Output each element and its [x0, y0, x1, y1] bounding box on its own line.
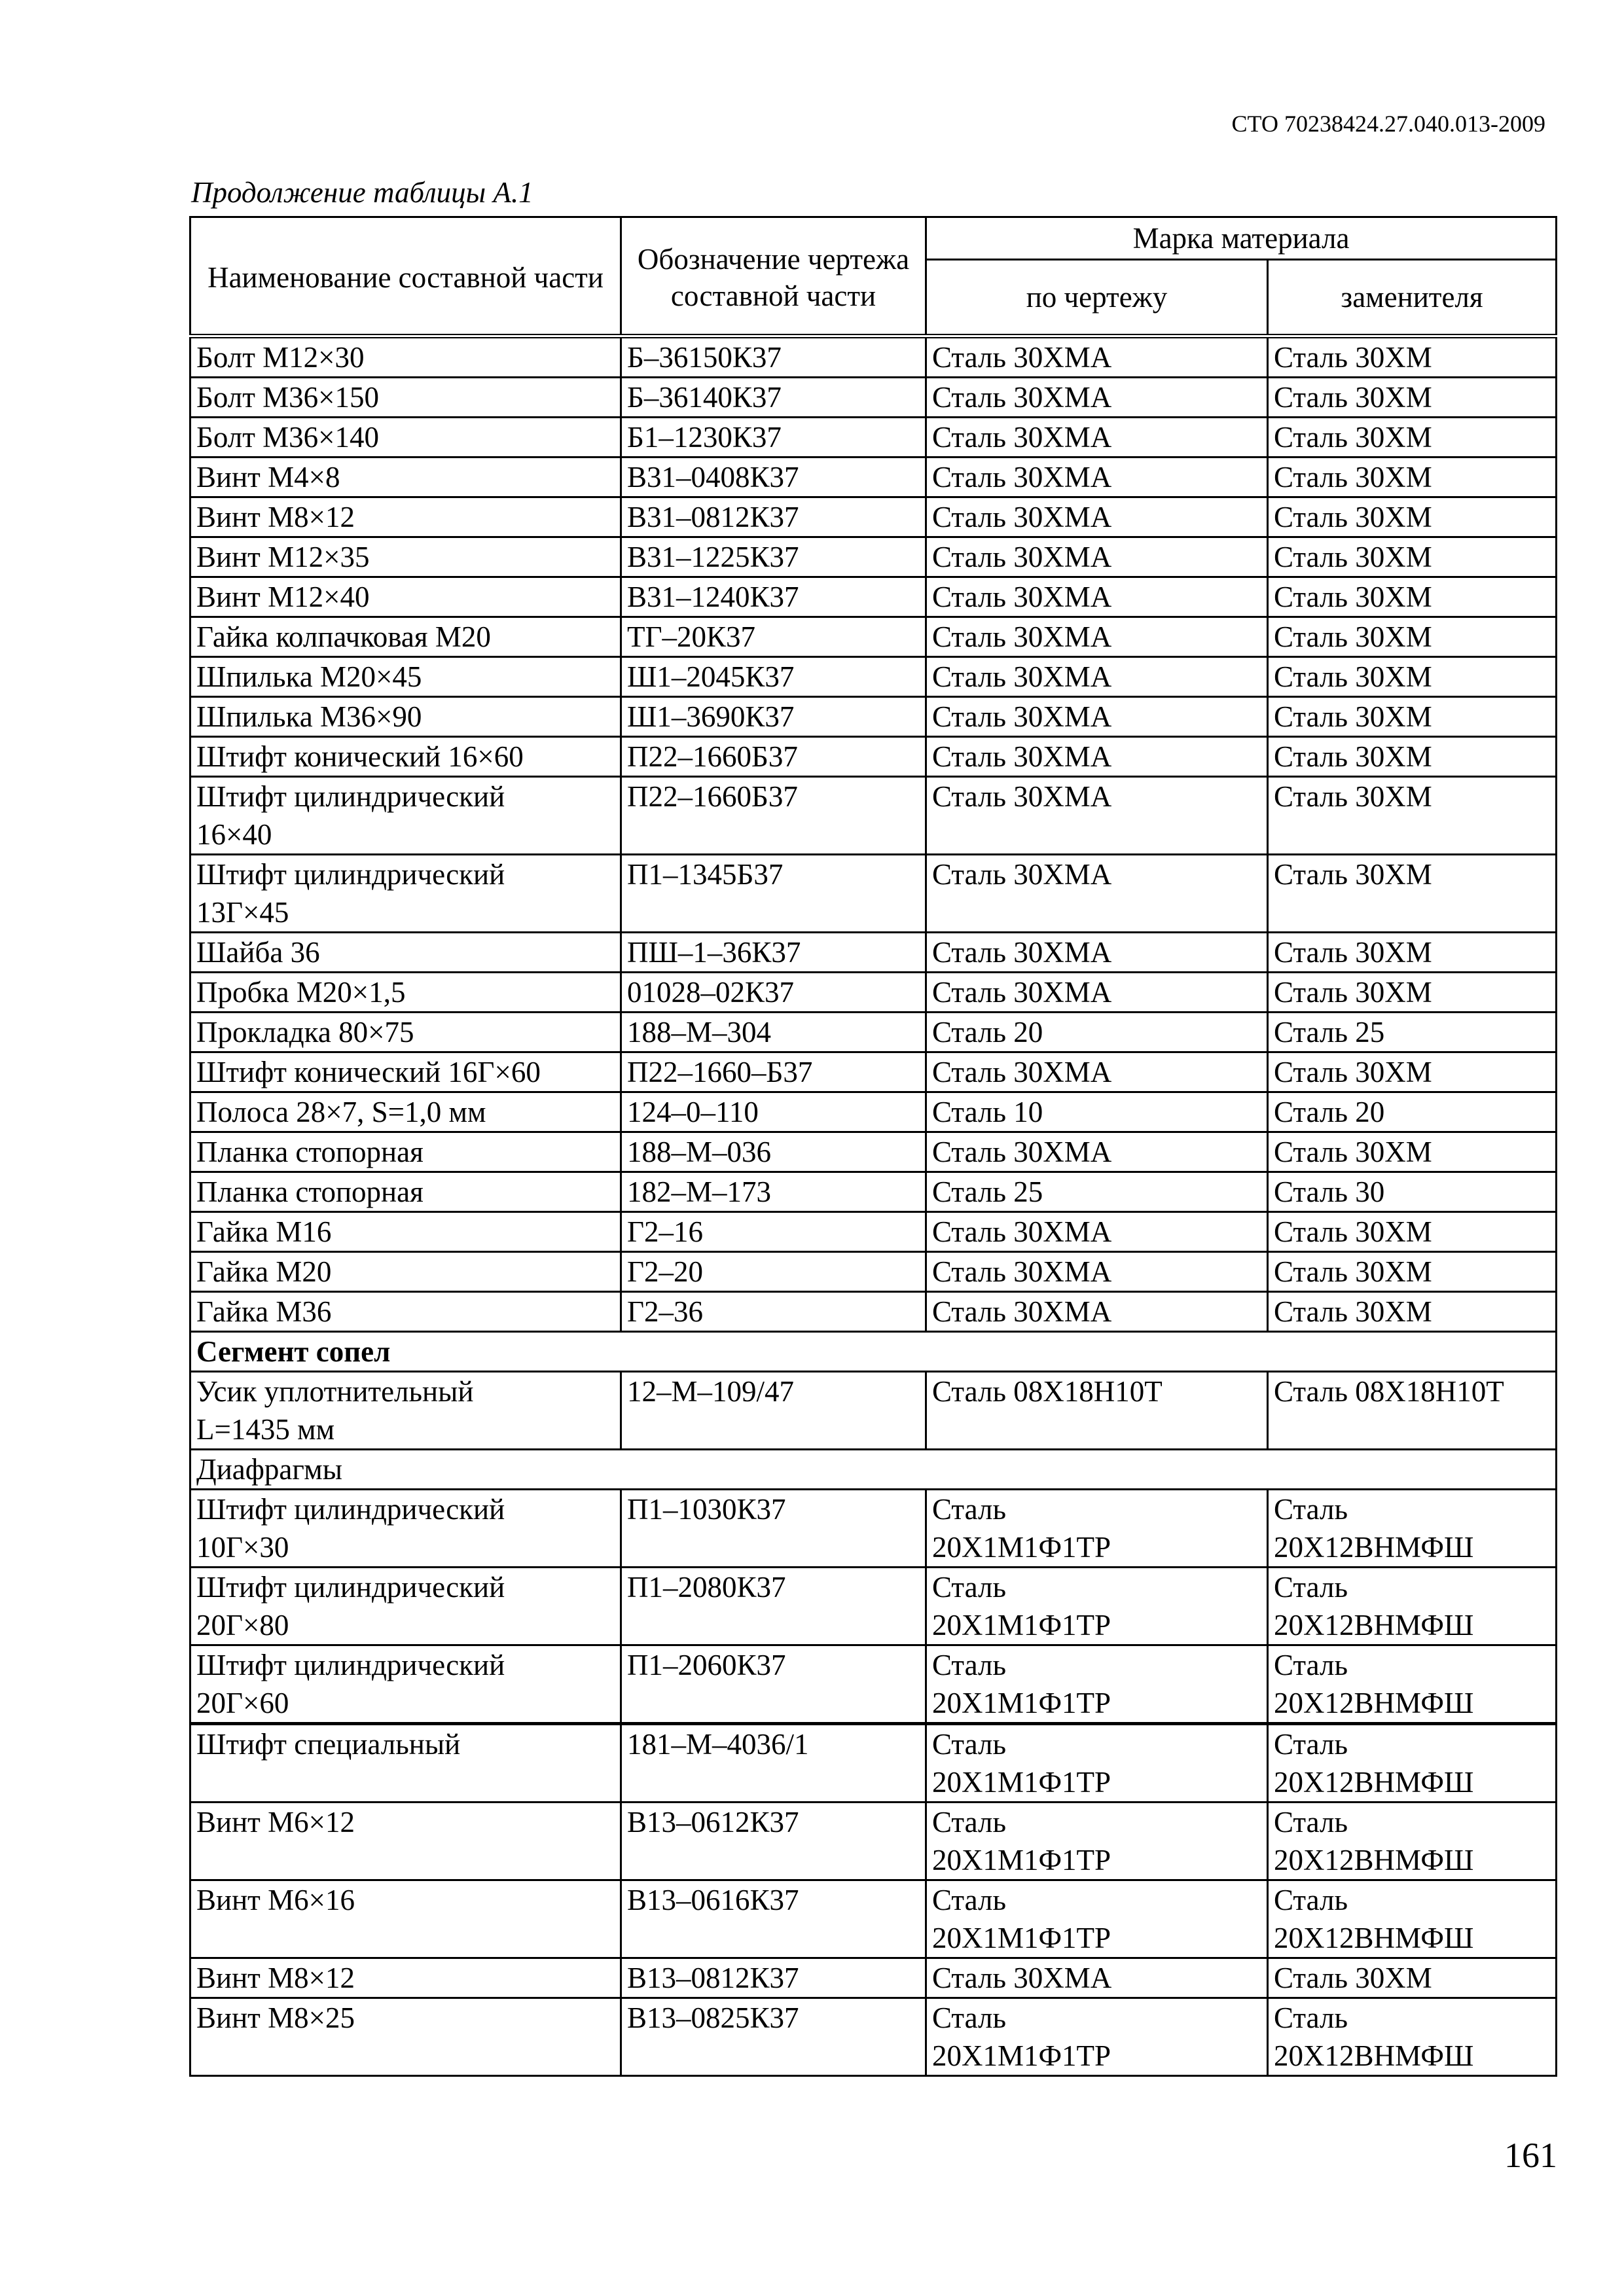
drawing-code: П22–1660Б37 [621, 737, 926, 777]
table-row [190, 1568, 1557, 1645]
drawing-code: 181–М–4036/1 [621, 1724, 926, 1803]
material-substitute: Сталь 30ХМ [1268, 1132, 1557, 1172]
part-name-line1: Штифт цилиндрический [196, 780, 505, 813]
part-name-line1: Винт М6×16 [196, 1884, 355, 1916]
material-by-drawing: Сталь 25 [926, 1172, 1268, 1212]
header-substitute: заменителя [1268, 260, 1557, 336]
page-number: 161 [1504, 2136, 1557, 2175]
material-by-drawing: Сталь 30ХМА [926, 497, 1268, 537]
part-name-line1: Штифт цилиндрический [196, 858, 505, 891]
material-substitute-line2: 20Х12ВНМФШ [1274, 1531, 1474, 1564]
material-substitute: Сталь 25 [1268, 1013, 1557, 1052]
drawing-code: П1–2060К37 [621, 1645, 926, 1724]
part-name-line2 [196, 1763, 615, 1801]
table-row [190, 1052, 1557, 1092]
part-name: Винт М8×12 [190, 1958, 621, 1998]
drawing-code: 01028–02К37 [621, 973, 926, 1013]
material-by-drawing: Сталь 08Х18Н10Т [926, 1372, 1268, 1450]
material-by-drawing: Сталь 10 [926, 1092, 1268, 1132]
part-name: Планка стопорная [190, 1132, 621, 1172]
table-row [190, 1803, 1557, 1880]
drawing-code: Г2–36 [621, 1292, 926, 1332]
drawing-code: В31–1225К37 [621, 537, 926, 577]
material-substitute: Сталь 30ХМ [1268, 336, 1557, 378]
material-by-drawing-line2: 20Х1М1Ф1ТР [932, 1844, 1111, 1876]
material-by-drawing: Сталь 30ХМА [926, 1212, 1268, 1252]
part-name-line1: Штифт специальный [196, 1728, 461, 1761]
material-substitute: Сталь 30ХМ [1268, 378, 1557, 418]
table-row [190, 973, 1557, 1013]
material-substitute: Сталь 30ХМ [1268, 697, 1557, 737]
material-substitute [1268, 1568, 1557, 1645]
material-substitute: Сталь 30ХМ [1268, 777, 1557, 855]
drawing-code: В13–0612К37 [621, 1803, 926, 1880]
section-header: Диафрагмы [190, 1450, 1557, 1490]
table-row [190, 537, 1557, 577]
material-substitute-line1: Сталь [1274, 1649, 1348, 1681]
table-row [190, 1645, 1557, 1724]
part-name: Винт М8×12 [190, 497, 621, 537]
part-name: Болт М12×30 [190, 336, 621, 378]
part-name [190, 1880, 621, 1958]
material-substitute [1268, 1490, 1557, 1568]
part-name-line2 [196, 1841, 615, 1879]
material-by-drawing [926, 1998, 1268, 2076]
part-name-line1: Штифт цилиндрический [196, 1493, 505, 1526]
drawing-code: Б1–1230К37 [621, 418, 926, 457]
part-name-line1: Винт М8×25 [196, 2001, 355, 2034]
material-by-drawing: Сталь 30ХМА [926, 973, 1268, 1013]
material-substitute: Сталь 30ХМ [1268, 1252, 1557, 1292]
part-name: Гайка М16 [190, 1212, 621, 1252]
part-name: Гайка колпачковая М20 [190, 617, 621, 657]
material-by-drawing-line2: 20Х1М1Ф1ТР [932, 1766, 1111, 1799]
material-by-drawing-line2: 20Х1М1Ф1ТР [932, 1922, 1111, 1954]
drawing-code: ТГ–20К37 [621, 617, 926, 657]
drawing-code: Ш1–3690К37 [621, 697, 926, 737]
material-substitute: Сталь 30ХМ [1268, 973, 1557, 1013]
table-row [190, 697, 1557, 737]
drawing-code: Б–36140К37 [621, 378, 926, 418]
material-substitute [1268, 1803, 1557, 1880]
material-substitute-line1: Сталь [1274, 1806, 1348, 1839]
table-row [190, 1958, 1557, 1998]
material-substitute: Сталь 30ХМ [1268, 577, 1557, 617]
table-row [190, 1172, 1557, 1212]
material-substitute-line1: Сталь [1274, 1728, 1348, 1761]
material-substitute: Сталь 30ХМ [1268, 537, 1557, 577]
material-by-drawing [926, 1568, 1268, 1645]
drawing-code: В31–1240К37 [621, 577, 926, 617]
table-row [190, 1132, 1557, 1172]
table-caption: Продолжение таблицы А.1 [191, 176, 533, 209]
table-row [190, 617, 1557, 657]
drawing-code: ПШ–1–36К37 [621, 933, 926, 973]
material-substitute-line2: 20Х12ВНМФШ [1274, 2039, 1474, 2072]
header-by-drawing: по чертежу [926, 260, 1268, 336]
table-row [190, 1372, 1557, 1450]
material-by-drawing [926, 1645, 1268, 1724]
drawing-code: В13–0616К37 [621, 1880, 926, 1958]
table-row [190, 777, 1557, 855]
material-substitute [1268, 1880, 1557, 1958]
part-name: Винт М12×35 [190, 537, 621, 577]
material-by-drawing: Сталь 30ХМА [926, 1292, 1268, 1332]
materials-table [189, 216, 1557, 2077]
material-by-drawing: Сталь 30ХМА [926, 933, 1268, 973]
part-name: Шпилька М36×90 [190, 697, 621, 737]
part-name [190, 855, 621, 933]
part-name: Гайка М36 [190, 1292, 621, 1332]
drawing-code: В31–0408К37 [621, 457, 926, 497]
part-name-line2: 13Г×45 [196, 896, 289, 929]
part-name: Гайка М20 [190, 1252, 621, 1292]
part-name: Планка стопорная [190, 1172, 621, 1212]
material-substitute-line1: Сталь [1274, 1571, 1348, 1604]
drawing-code: 12–М–109/47 [621, 1372, 926, 1450]
header-name: Наименование составной части [190, 217, 621, 336]
material-substitute: Сталь 30ХМ [1268, 1958, 1557, 1998]
drawing-code: В13–0812К37 [621, 1958, 926, 1998]
material-substitute: Сталь 30 [1268, 1172, 1557, 1212]
drawing-code: Г2–16 [621, 1212, 926, 1252]
material-by-drawing-line2: 20Х1М1Ф1ТР [932, 2039, 1111, 2072]
part-name [190, 1724, 621, 1803]
part-name [190, 1645, 621, 1724]
table-row [190, 933, 1557, 973]
material-by-drawing-line1: Сталь [932, 1649, 1006, 1681]
table-row [190, 497, 1557, 537]
material-by-drawing: Сталь 30ХМА [926, 737, 1268, 777]
table-row [190, 1490, 1557, 1568]
material-by-drawing: Сталь 30ХМА [926, 1252, 1268, 1292]
material-by-drawing: Сталь 30ХМА [926, 1958, 1268, 1998]
part-name-line2: 10Г×30 [196, 1531, 289, 1564]
material-substitute-line2: 20Х12ВНМФШ [1274, 1609, 1474, 1641]
material-substitute: Сталь 30ХМ [1268, 1212, 1557, 1252]
material-by-drawing-line1: Сталь [932, 1728, 1006, 1761]
table-row [190, 657, 1557, 697]
material-by-drawing: Сталь 30ХМА [926, 336, 1268, 378]
part-name: Штифт конический 16Г×60 [190, 1052, 621, 1092]
table-row [190, 418, 1557, 457]
material-substitute: Сталь 08Х18Н10Т [1268, 1372, 1557, 1450]
material-by-drawing-line2: 20Х1М1Ф1ТР [932, 1531, 1111, 1564]
material-by-drawing: Сталь 30ХМА [926, 537, 1268, 577]
table-body [190, 336, 1557, 2076]
material-substitute: Сталь 30ХМ [1268, 497, 1557, 537]
drawing-code: П22–1660–Б37 [621, 1052, 926, 1092]
material-substitute-line2: 20Х12ВНМФШ [1274, 1687, 1474, 1719]
material-substitute: Сталь 30ХМ [1268, 617, 1557, 657]
table-row [190, 1013, 1557, 1052]
material-substitute: Сталь 30ХМ [1268, 457, 1557, 497]
material-by-drawing [926, 1803, 1268, 1880]
part-name-line1: Усик уплотнительный [196, 1375, 474, 1408]
table-row [190, 1724, 1557, 1803]
material-by-drawing-line1: Сталь [932, 1884, 1006, 1916]
part-name: Полоса 28×7, S=1,0 мм [190, 1092, 621, 1132]
material-by-drawing: Сталь 30ХМА [926, 617, 1268, 657]
section-header: Сегмент сопел [190, 1332, 1557, 1372]
material-substitute-line2: 20Х12ВНМФШ [1274, 1844, 1474, 1876]
table-row [190, 577, 1557, 617]
table-row [190, 1212, 1557, 1252]
part-name: Штифт конический 16×60 [190, 737, 621, 777]
material-by-drawing [926, 1490, 1268, 1568]
material-by-drawing: Сталь 30ХМА [926, 1052, 1268, 1092]
part-name: Болт М36×140 [190, 418, 621, 457]
drawing-code: В13–0825К37 [621, 1998, 926, 2076]
material-substitute: Сталь 30ХМ [1268, 855, 1557, 933]
material-by-drawing: Сталь 30ХМА [926, 418, 1268, 457]
part-name [190, 1490, 621, 1568]
material-substitute: Сталь 30ХМ [1268, 418, 1557, 457]
part-name: Прокладка 80×75 [190, 1013, 621, 1052]
part-name [190, 1372, 621, 1450]
material-substitute-line2: 20Х12ВНМФШ [1274, 1766, 1474, 1799]
material-substitute: Сталь 20 [1268, 1092, 1557, 1132]
part-name: Винт М12×40 [190, 577, 621, 617]
part-name: Шпилька М20×45 [190, 657, 621, 697]
material-substitute: Сталь 30ХМ [1268, 737, 1557, 777]
part-name [190, 1998, 621, 2076]
part-name-line2 [196, 1919, 615, 1957]
drawing-code: П1–2080К37 [621, 1568, 926, 1645]
drawing-code: 188–М–036 [621, 1132, 926, 1172]
material-by-drawing: Сталь 30ХМА [926, 697, 1268, 737]
part-name-line2 [196, 2037, 615, 2075]
table-row [190, 1998, 1557, 2076]
material-substitute-line1: Сталь [1274, 1493, 1348, 1526]
table-row [190, 336, 1557, 378]
part-name-line2: 16×40 [196, 818, 272, 851]
part-name-line2: L=1435 мм [196, 1413, 335, 1446]
part-name [190, 1803, 621, 1880]
material-by-drawing: Сталь 30ХМА [926, 457, 1268, 497]
material-substitute-line2: 20Х12ВНМФШ [1274, 1922, 1474, 1954]
table-row [190, 1450, 1557, 1490]
table-row [190, 1880, 1557, 1958]
material-by-drawing: Сталь 30ХМА [926, 777, 1268, 855]
drawing-code: П1–1345Б37 [621, 855, 926, 933]
material-by-drawing [926, 1724, 1268, 1803]
part-name-line2: 20Г×60 [196, 1687, 289, 1719]
part-name: Винт М4×8 [190, 457, 621, 497]
part-name-line1: Винт М6×12 [196, 1806, 355, 1839]
material-by-drawing-line2: 20Х1М1Ф1ТР [932, 1609, 1111, 1641]
drawing-code: Г2–20 [621, 1252, 926, 1292]
part-name: Шайба 36 [190, 933, 621, 973]
drawing-code: Б–36150К37 [621, 336, 926, 378]
part-name-line1: Штифт цилиндрический [196, 1649, 505, 1681]
material-substitute: Сталь 30ХМ [1268, 657, 1557, 697]
material-by-drawing-line2: 20Х1М1Ф1ТР [932, 1687, 1111, 1719]
table-row [190, 855, 1557, 933]
drawing-code: П1–1030К37 [621, 1490, 926, 1568]
drawing-code: В31–0812К37 [621, 497, 926, 537]
part-name-line1: Штифт цилиндрический [196, 1571, 505, 1604]
material-by-drawing: Сталь 30ХМА [926, 378, 1268, 418]
part-name [190, 1568, 621, 1645]
material-substitute: Сталь 30ХМ [1268, 933, 1557, 973]
drawing-code: 188–М–304 [621, 1013, 926, 1052]
part-name-line2: 20Г×80 [196, 1609, 289, 1641]
drawing-code: Ш1–2045К37 [621, 657, 926, 697]
material-substitute [1268, 1998, 1557, 2076]
part-name: Пробка М20×1,5 [190, 973, 621, 1013]
table-row [190, 1252, 1557, 1292]
table-row [190, 457, 1557, 497]
material-by-drawing: Сталь 30ХМА [926, 855, 1268, 933]
material-by-drawing: Сталь 30ХМА [926, 1132, 1268, 1172]
part-name: Болт М36×150 [190, 378, 621, 418]
table-row [190, 737, 1557, 777]
material-by-drawing: Сталь 30ХМА [926, 657, 1268, 697]
material-by-drawing-line1: Сталь [932, 2001, 1006, 2034]
material-by-drawing [926, 1880, 1268, 1958]
material-by-drawing: Сталь 30ХМА [926, 577, 1268, 617]
document-code: СТО 70238424.27.040.013-2009 [1231, 111, 1545, 137]
table-row [190, 1332, 1557, 1372]
material-substitute [1268, 1645, 1557, 1724]
table-row [190, 1292, 1557, 1332]
material-substitute: Сталь 30ХМ [1268, 1292, 1557, 1332]
material-substitute-line1: Сталь [1274, 2001, 1348, 2034]
drawing-code: 124–0–110 [621, 1092, 926, 1132]
drawing-code: П22–1660Б37 [621, 777, 926, 855]
material-by-drawing: Сталь 20 [926, 1013, 1268, 1052]
material-substitute-line1: Сталь [1274, 1884, 1348, 1916]
material-substitute: Сталь 30ХМ [1268, 1052, 1557, 1092]
material-substitute [1268, 1724, 1557, 1803]
material-by-drawing-line1: Сталь [932, 1806, 1006, 1839]
drawing-code: 182–М–173 [621, 1172, 926, 1212]
material-by-drawing-line1: Сталь [932, 1493, 1006, 1526]
material-by-drawing-line1: Сталь [932, 1571, 1006, 1604]
table-row [190, 378, 1557, 418]
header-drawing: Обозначение чертежа составной части [621, 217, 926, 336]
part-name [190, 777, 621, 855]
table-row [190, 1092, 1557, 1132]
header-material: Марка материала [926, 217, 1557, 260]
